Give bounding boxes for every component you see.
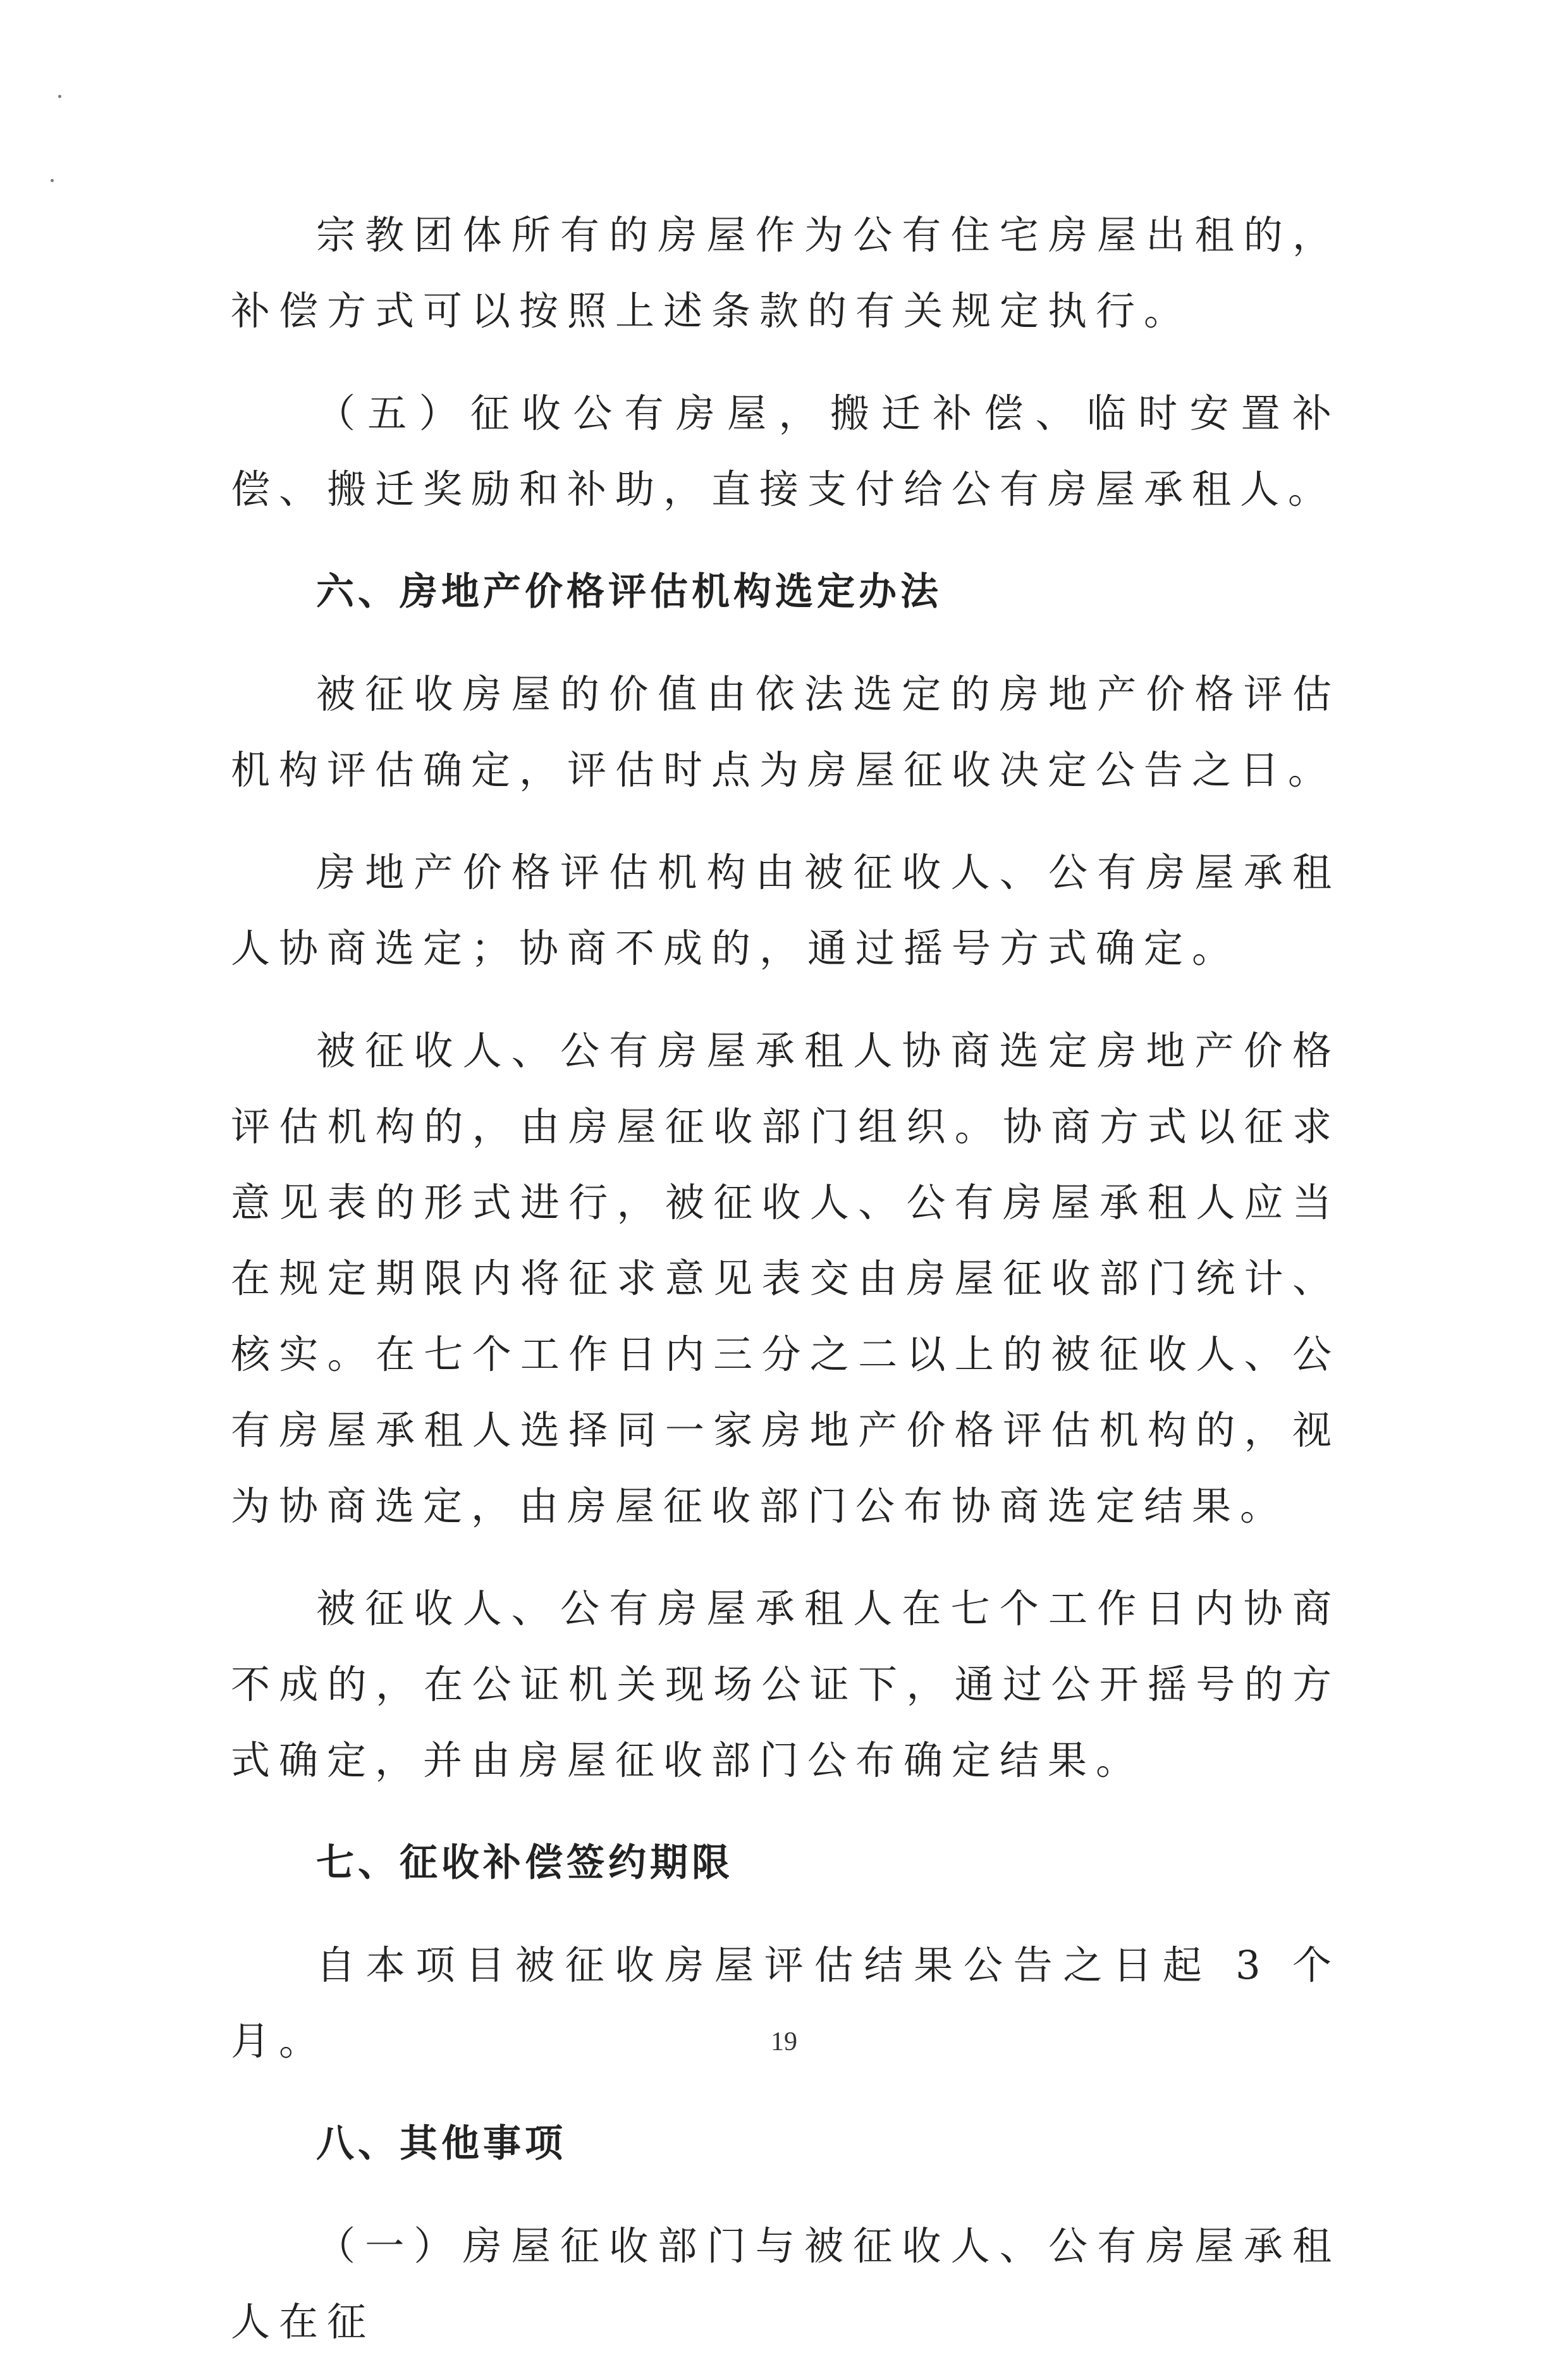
body-paragraph: 房地产价格评估机构由被征收人、公有房屋承租人协商选定；协商不成的，通过摇号方式确定。 — [231, 849, 1340, 971]
body-paragraph: 被征收房屋的价值由依法选定的房地产价格评估机构评估确定，评估时点为房屋征收决定公告之日。 — [231, 671, 1340, 793]
body-paragraph: 宗教团体所有的房屋作为公有住宅房屋出租的，补偿方式可以按照上述条款的有关规定执行。 — [231, 212, 1340, 334]
body-paragraph: （一）房屋征收部门与被征收人、公有房屋承租人在征 — [231, 2223, 1340, 2345]
body-paragraph: 被征收人、公有房屋承租人协商选定房地产价格评估机构的，由房屋征收部门组织。协商方式以征求意见表的形式进行，被征收人、公有房屋承租人应当在规定期限内将征求意见表交由房屋征收部门统计、核实。在七个工作日内三分之二以上的被征收人、公有房屋承租人选择同一家房地产价格评估机构的，视为协商选定，由房屋征收部门公布协商选定结果。 — [231, 1028, 1340, 1529]
section-heading: 六、房地产价格评估机构选定办法 — [316, 570, 942, 614]
body-paragraph: 被征收人、公有房屋承租人在七个工作日内协商不成的，在公证机关现场公证下，通过公开摇号的方式确定，并由房屋征收部门公布确定结果。 — [231, 1585, 1340, 1783]
section-heading: 七、征收补偿签约期限 — [316, 1841, 733, 1885]
scan-speck — [51, 179, 54, 182]
body-paragraph: 自本项目被征收房屋评估结果公告之日起 3 个月。 — [231, 1942, 1340, 2064]
section-heading: 八、其他事项 — [316, 2122, 567, 2166]
body-paragraph: （五）征收公有房屋，搬迁补偿、临时安置补偿、搬迁奖励和补助，直接支付给公有房屋承租人。 — [231, 390, 1340, 512]
page-number: 19 — [771, 2027, 797, 2056]
scan-speck — [58, 95, 61, 98]
